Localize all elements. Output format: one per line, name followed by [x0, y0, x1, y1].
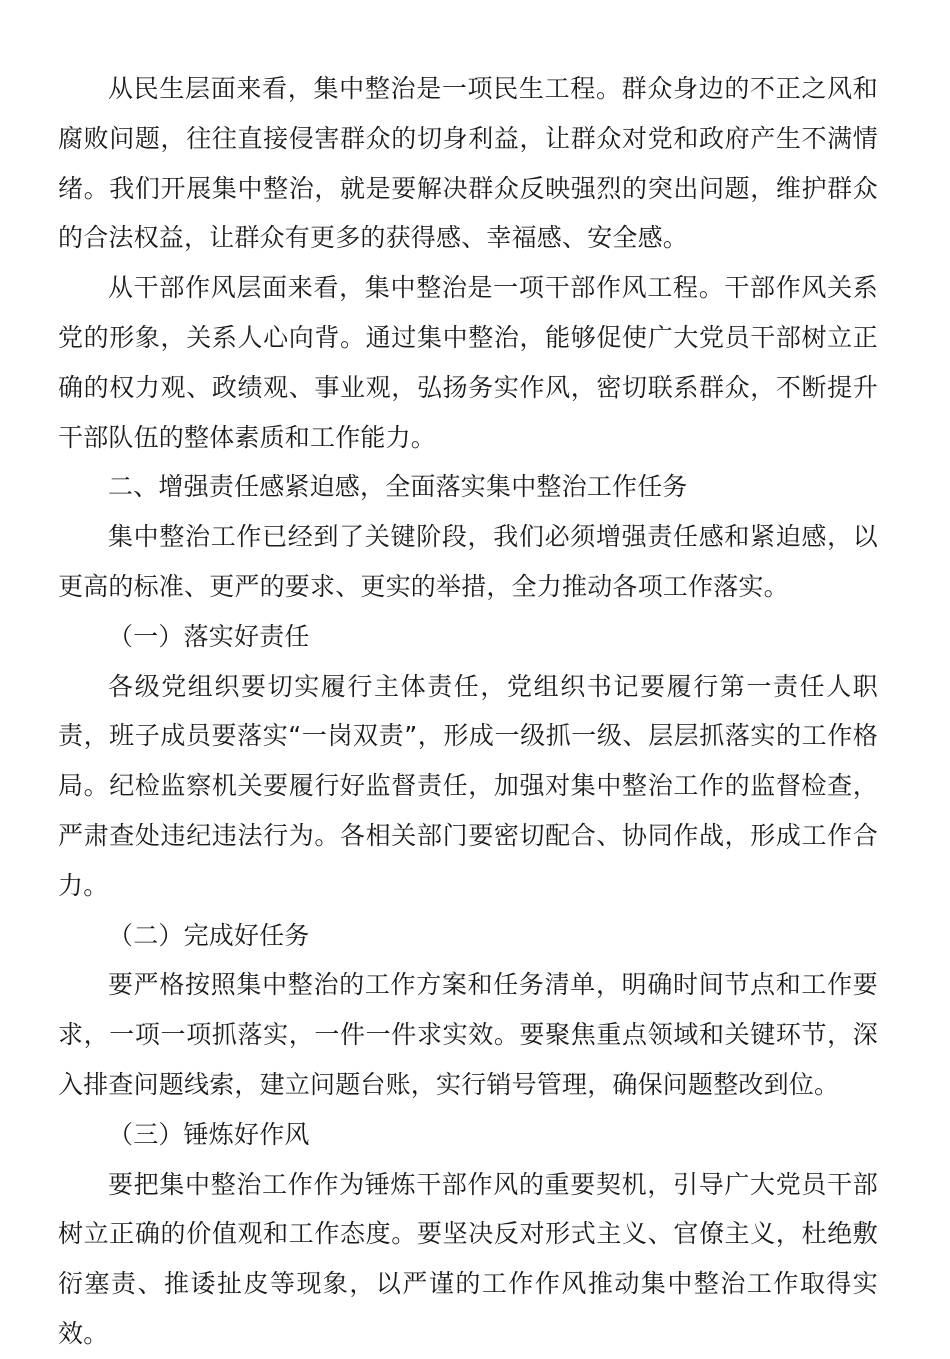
paragraph-tasks: 要严格按照集中整治的工作方案和任务清单，明确时间节点和工作要求，一项一项抓落实，一件一件求实效。要聚焦重点领域和关键环节，深入排查问题线索，建立问题台账，实行销号管理，确保问题整改到位。	[58, 970, 878, 1099]
paragraph-cadre-style: 从干部作风层面来看，集中整治是一项干部作风工程。干部作风关系党的形象，关系人心向背。通过集中整治，能够促使广大党员干部树立正确的权力观、政绩观、事业观，弘扬务实作风，密切联系群众，不断提升干部队伍的整体素质和工作能力。	[58, 273, 878, 452]
subheading-tasks: （二）完成好任务	[108, 920, 310, 950]
paragraph-livelihood: 从民生层面来看，集中整治是一项民生工程。群众身边的不正之风和腐败问题，往往直接侵害群众的切身利益，让群众对党和政府产生不满情绪。我们开展集中整治，就是要解决群众反映强烈的突出问题，维护群众的合法权益，让群众有更多的获得感、幸福感、安全感。	[58, 74, 878, 253]
subheading-style: （三）锤炼好作风	[108, 1119, 310, 1149]
section-heading-two: 二、增强责任感紧迫感，全面落实集中整治工作任务	[108, 472, 688, 502]
document-body	[58, 64, 878, 1359]
paragraph-key-stage: 集中整治工作已经到了关键阶段，我们必须增强责任感和紧迫感，以更高的标准、更严的要求、更实的举措，全力推动各项工作落实。	[58, 522, 878, 601]
subheading-responsibility: （一）落实好责任	[108, 621, 310, 651]
paragraph-responsibility: 各级党组织要切实履行主体责任，党组织书记要履行第一责任人职责，班子成员要落实“一岗双责”，形成一级抓一级、层层抓落实的工作格局。纪检监察机关要履行好监督责任，加强对集中整治工作的监督检查，严肃查处违纪违法行为。各相关部门要密切配合、协同作战，形成工作合力。	[58, 671, 878, 900]
paragraph-style: 要把集中整治工作作为锤炼干部作风的重要契机，引导广大党员干部树立正确的价值观和工作态度。要坚决反对形式主义、官僚主义，杜绝敷衍塞责、推诿扯皮等现象，以严谨的工作作风推动集中整治工作取得实效。	[58, 1169, 878, 1348]
